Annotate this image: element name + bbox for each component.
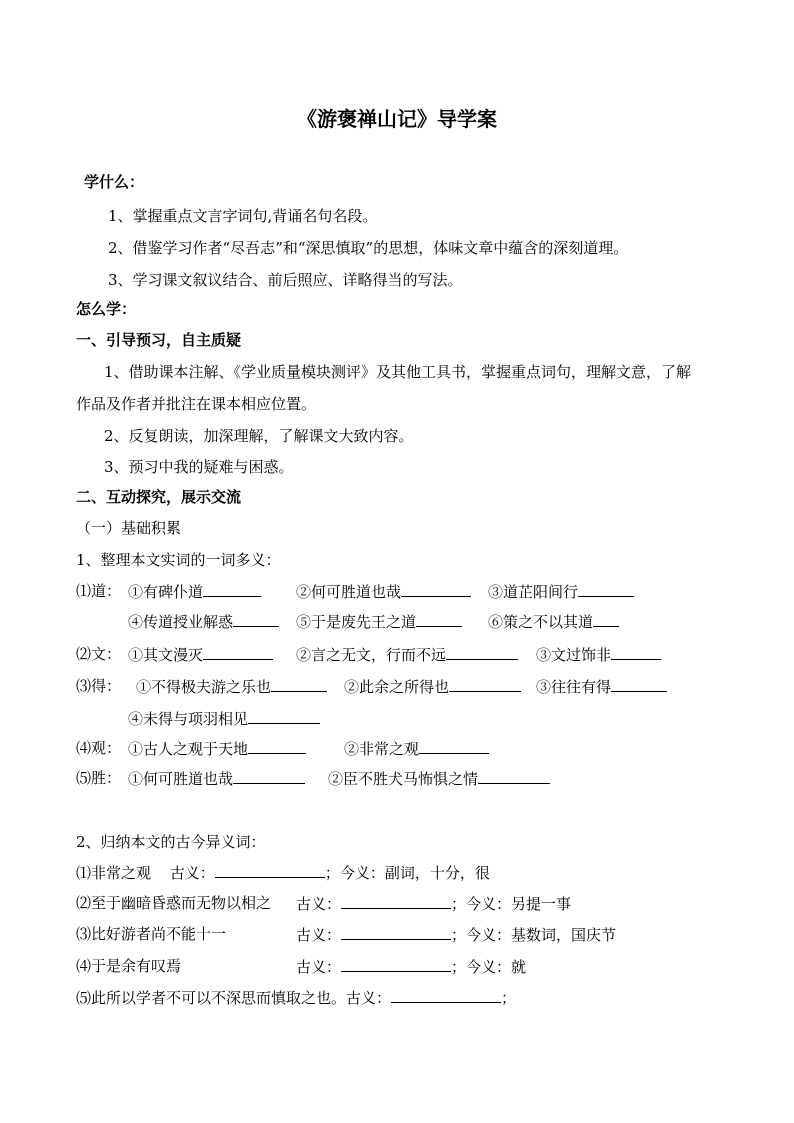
question-2-heading: 2、归纳本文的古今异义词：	[76, 833, 266, 851]
preview-item-3: 3、预习中我的疑难与困惑。	[104, 458, 294, 476]
meaning-item: ②言之无文，行而不远	[296, 644, 518, 665]
meaning-item: ②臣不胜犬马怖惧之情	[328, 768, 550, 789]
goal-item-1: 1、掌握重点文言字词句,背诵名句名段。	[108, 207, 378, 225]
answer-blank[interactable]	[248, 738, 306, 754]
meaning-item: ⑤于是废先王之道	[296, 611, 462, 632]
term-row: ⑸此所以学者不可以不深思而慎取之也。古义： ；	[76, 989, 517, 1007]
term-row: ⑶比好游者尚不能十一	[76, 925, 227, 943]
meaning-item: ①其文漫灭	[128, 644, 273, 665]
subsection-basics: （一）基础积累	[76, 519, 182, 537]
answer-blank[interactable]	[611, 644, 661, 660]
answer-blank[interactable]	[611, 676, 667, 692]
word-label-guan: ⑷观：	[76, 739, 122, 757]
meaning-item: ①何可胜道也哉	[128, 768, 305, 789]
term-row-answer: 古义： ；今义：就	[296, 958, 527, 976]
word-label-dao: ⑴道：	[76, 582, 122, 600]
preview-item-1-line1: 1、借助课本注解、《学业质量模块测评》及其他工具书，掌握重点词句，理解文意，了解	[104, 363, 692, 381]
meaning-item: ②非常之观	[344, 738, 489, 759]
answer-blank[interactable]	[401, 581, 471, 597]
answer-blank[interactable]	[391, 987, 501, 1003]
answer-blank[interactable]	[233, 768, 305, 784]
term-row: ⑵至于幽暗昏惑而无物以相之	[76, 894, 272, 912]
meaning-item: ③文过饰非	[536, 644, 661, 665]
answer-blank[interactable]	[578, 581, 634, 597]
answer-blank[interactable]	[419, 738, 489, 754]
answer-blank[interactable]	[203, 644, 273, 660]
answer-blank[interactable]	[416, 611, 462, 627]
term-row-answer: 古义： ；今义：另提一事	[296, 895, 572, 913]
answer-blank[interactable]	[449, 676, 521, 692]
word-label-wen: ⑵文：	[76, 645, 122, 663]
meaning-item: ①不得极夫游之乐也	[136, 676, 327, 697]
document-title: 《游褒禅山记》导学案	[297, 107, 497, 131]
meaning-item: ②此余之所得也	[344, 676, 521, 697]
term-row: ⑴非常之观 古义： ；今义：副词，十分，很	[76, 864, 490, 882]
goal-item-3: 3、学习课文叙议结合、前后照应、详略得当的写法。	[108, 271, 463, 289]
part1-heading: 一、引导预习，自主质疑	[76, 331, 242, 349]
answer-blank[interactable]	[593, 611, 619, 627]
answer-blank[interactable]	[215, 862, 325, 878]
word-label-de: ⑶得：	[76, 677, 122, 695]
answer-blank[interactable]	[233, 611, 279, 627]
question-1-heading: 1、整理本文实词的一词多义：	[76, 551, 281, 569]
answer-blank[interactable]	[203, 581, 261, 597]
section-heading-learn-what: 学什么：	[84, 173, 145, 191]
answer-blank[interactable]	[341, 956, 451, 972]
term-row-answer: 古义： ；今义：基数词，国庆节	[296, 926, 617, 944]
answer-blank[interactable]	[341, 893, 451, 909]
meaning-item: ①有碑仆道	[128, 581, 261, 602]
meaning-item: ③往往有得	[536, 676, 667, 697]
part2-heading: 二、互动探究，展示交流	[76, 488, 242, 506]
meaning-item: ④未得与项羽相见	[128, 708, 320, 729]
answer-blank[interactable]	[271, 676, 327, 692]
meaning-item: ①古人之观于天地	[128, 738, 306, 759]
word-label-sheng: ⑸胜：	[76, 769, 122, 787]
term-row: ⑷于是余有叹焉	[76, 957, 182, 975]
answer-blank[interactable]	[341, 924, 451, 940]
preview-item-1-line2: 作品及作者并批注在课本相应位置。	[76, 395, 317, 413]
goal-item-2: 2、借鉴学习作者“尽吾志”和“深思慎取”的思想，体味文章中蕴含的深刻道理。	[108, 239, 629, 257]
answer-blank[interactable]	[478, 768, 550, 784]
preview-item-2: 2、反复朗读，加深理解，了解课文大致内容。	[104, 427, 414, 445]
meaning-item: ⑥策之不以其道	[488, 611, 619, 632]
answer-blank[interactable]	[248, 708, 320, 724]
section-heading-how-learn: 怎么学：	[76, 300, 137, 318]
meaning-item: ④传道授业解惑	[128, 611, 279, 632]
meaning-item: ②何可胜道也哉	[296, 581, 471, 602]
answer-blank[interactable]	[446, 644, 518, 660]
meaning-item: ③道芷阳间行	[488, 581, 634, 602]
